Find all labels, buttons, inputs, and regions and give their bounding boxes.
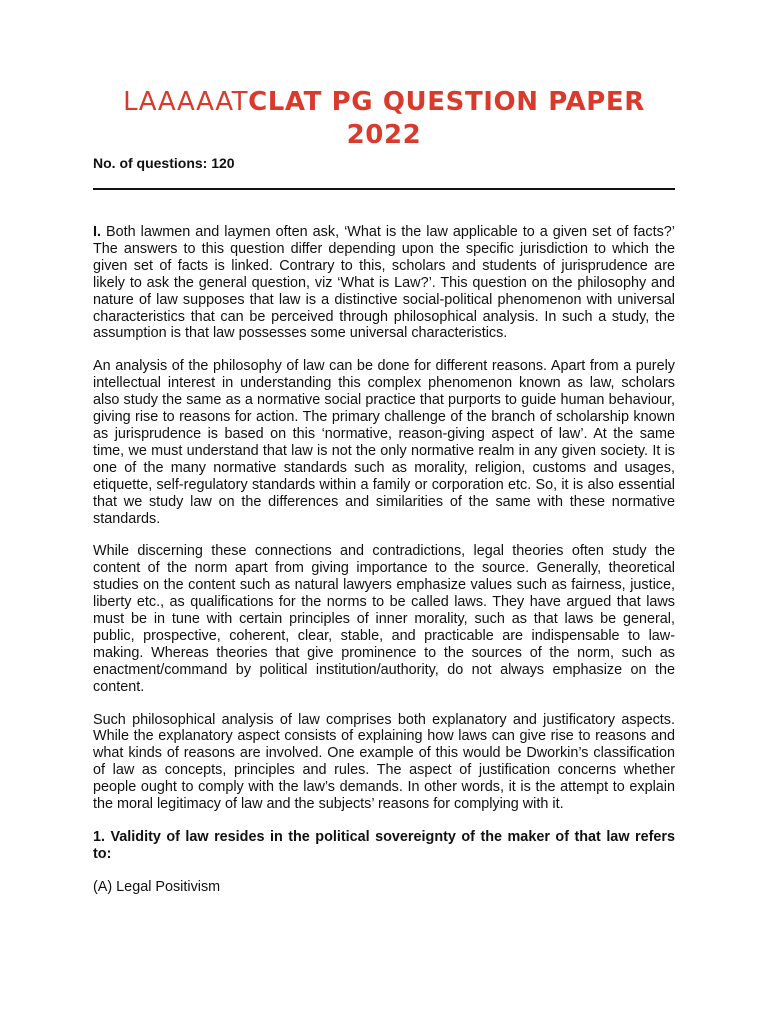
passage-paragraph-3: While discerning these connections and contradictions, legal theories often study the content of the norm apart from giving importance to the source. Generally, theoretical studies on the content such as natural lawyers emphasize values such as fairness, justice, liberty etc., as qualifications for the norms to be called laws. They have argued that laws must be in tune with certain principles of inner morality, such as that laws be general, public, prospective, coherent, clear, stable, and practicable are indispensable to law-making. Whereas theories that give prominence to the sources of the norm, such as enactment/command by political institution/authority, do not always emphasize on the content. [93,543,675,695]
paragraph-text: Both lawmen and laymen often ask, ‘What is the law applicable to a given set of facts?’ The answers to this question differ depending upon the specific jurisdiction to which the given set of facts is linked. Contrary to this, scholars and students of jurisprudence are likely to ask the general question, viz ‘What is Law?’. This question on the philosophy and nature of law supposes that law is a distinctive social-political phenomenon with universal characteristics that can be perceived through philosophical analysis. In such a study, the assumption is that law possesses some universal characteristics. [93,224,675,342]
passage-paragraph-4: Such philosophical analysis of law comprises both explanatory and justificatory aspects. While the explanatory aspect consists of explaining how laws can give rise to reasons and what kinds of reasons are involved. One example of this would be Dworkin’s classification of law as concepts, principles and rules. The aspect of justification concerns whether people ought to comply with the law’s demands. In other words, it is the attempt to explain the moral legitimacy of law and the subjects’ reasons for complying with it. [93,711,675,813]
passage-number: I. [93,224,101,240]
page-title [93,86,675,152]
title-prefix: LAAAAAT [123,87,249,117]
question-count: No. of questions: 120 [93,155,235,171]
passage-paragraph-2: An analysis of the philosophy of law can be done for different reasons. Apart from a purely intellectual interest in understanding this complex phenomenon known as law, scholars also study the same as a normative social practice that purports to guide human behaviour, giving rise to reasons for action. The primary challenge of the branch of scholarship known as jurisprudence is based on this ‘normative, reason-giving aspect of law’. At the same time, we must understand that law is not the only normative realm in any given society. It is one of the many normative standards such as morality, religion, customs and usages, etiquette, self-regulatory standards within a family or corporation etc. So, it is also essential that we study law on the differences and similarities of the same with these normative standards. [93,358,675,527]
passage-paragraph-1 [93,224,675,342]
question-1-option-a: (A) Legal Positivism [93,878,221,895]
passage [93,224,675,813]
header-divider [93,188,675,190]
title-main: CLAT PG QUESTION PAPER 2022 [248,87,645,150]
document-page [93,86,675,896]
question-1: 1. Validity of law resides in the political sovereignty of the maker of that law refers to: [93,829,675,862]
